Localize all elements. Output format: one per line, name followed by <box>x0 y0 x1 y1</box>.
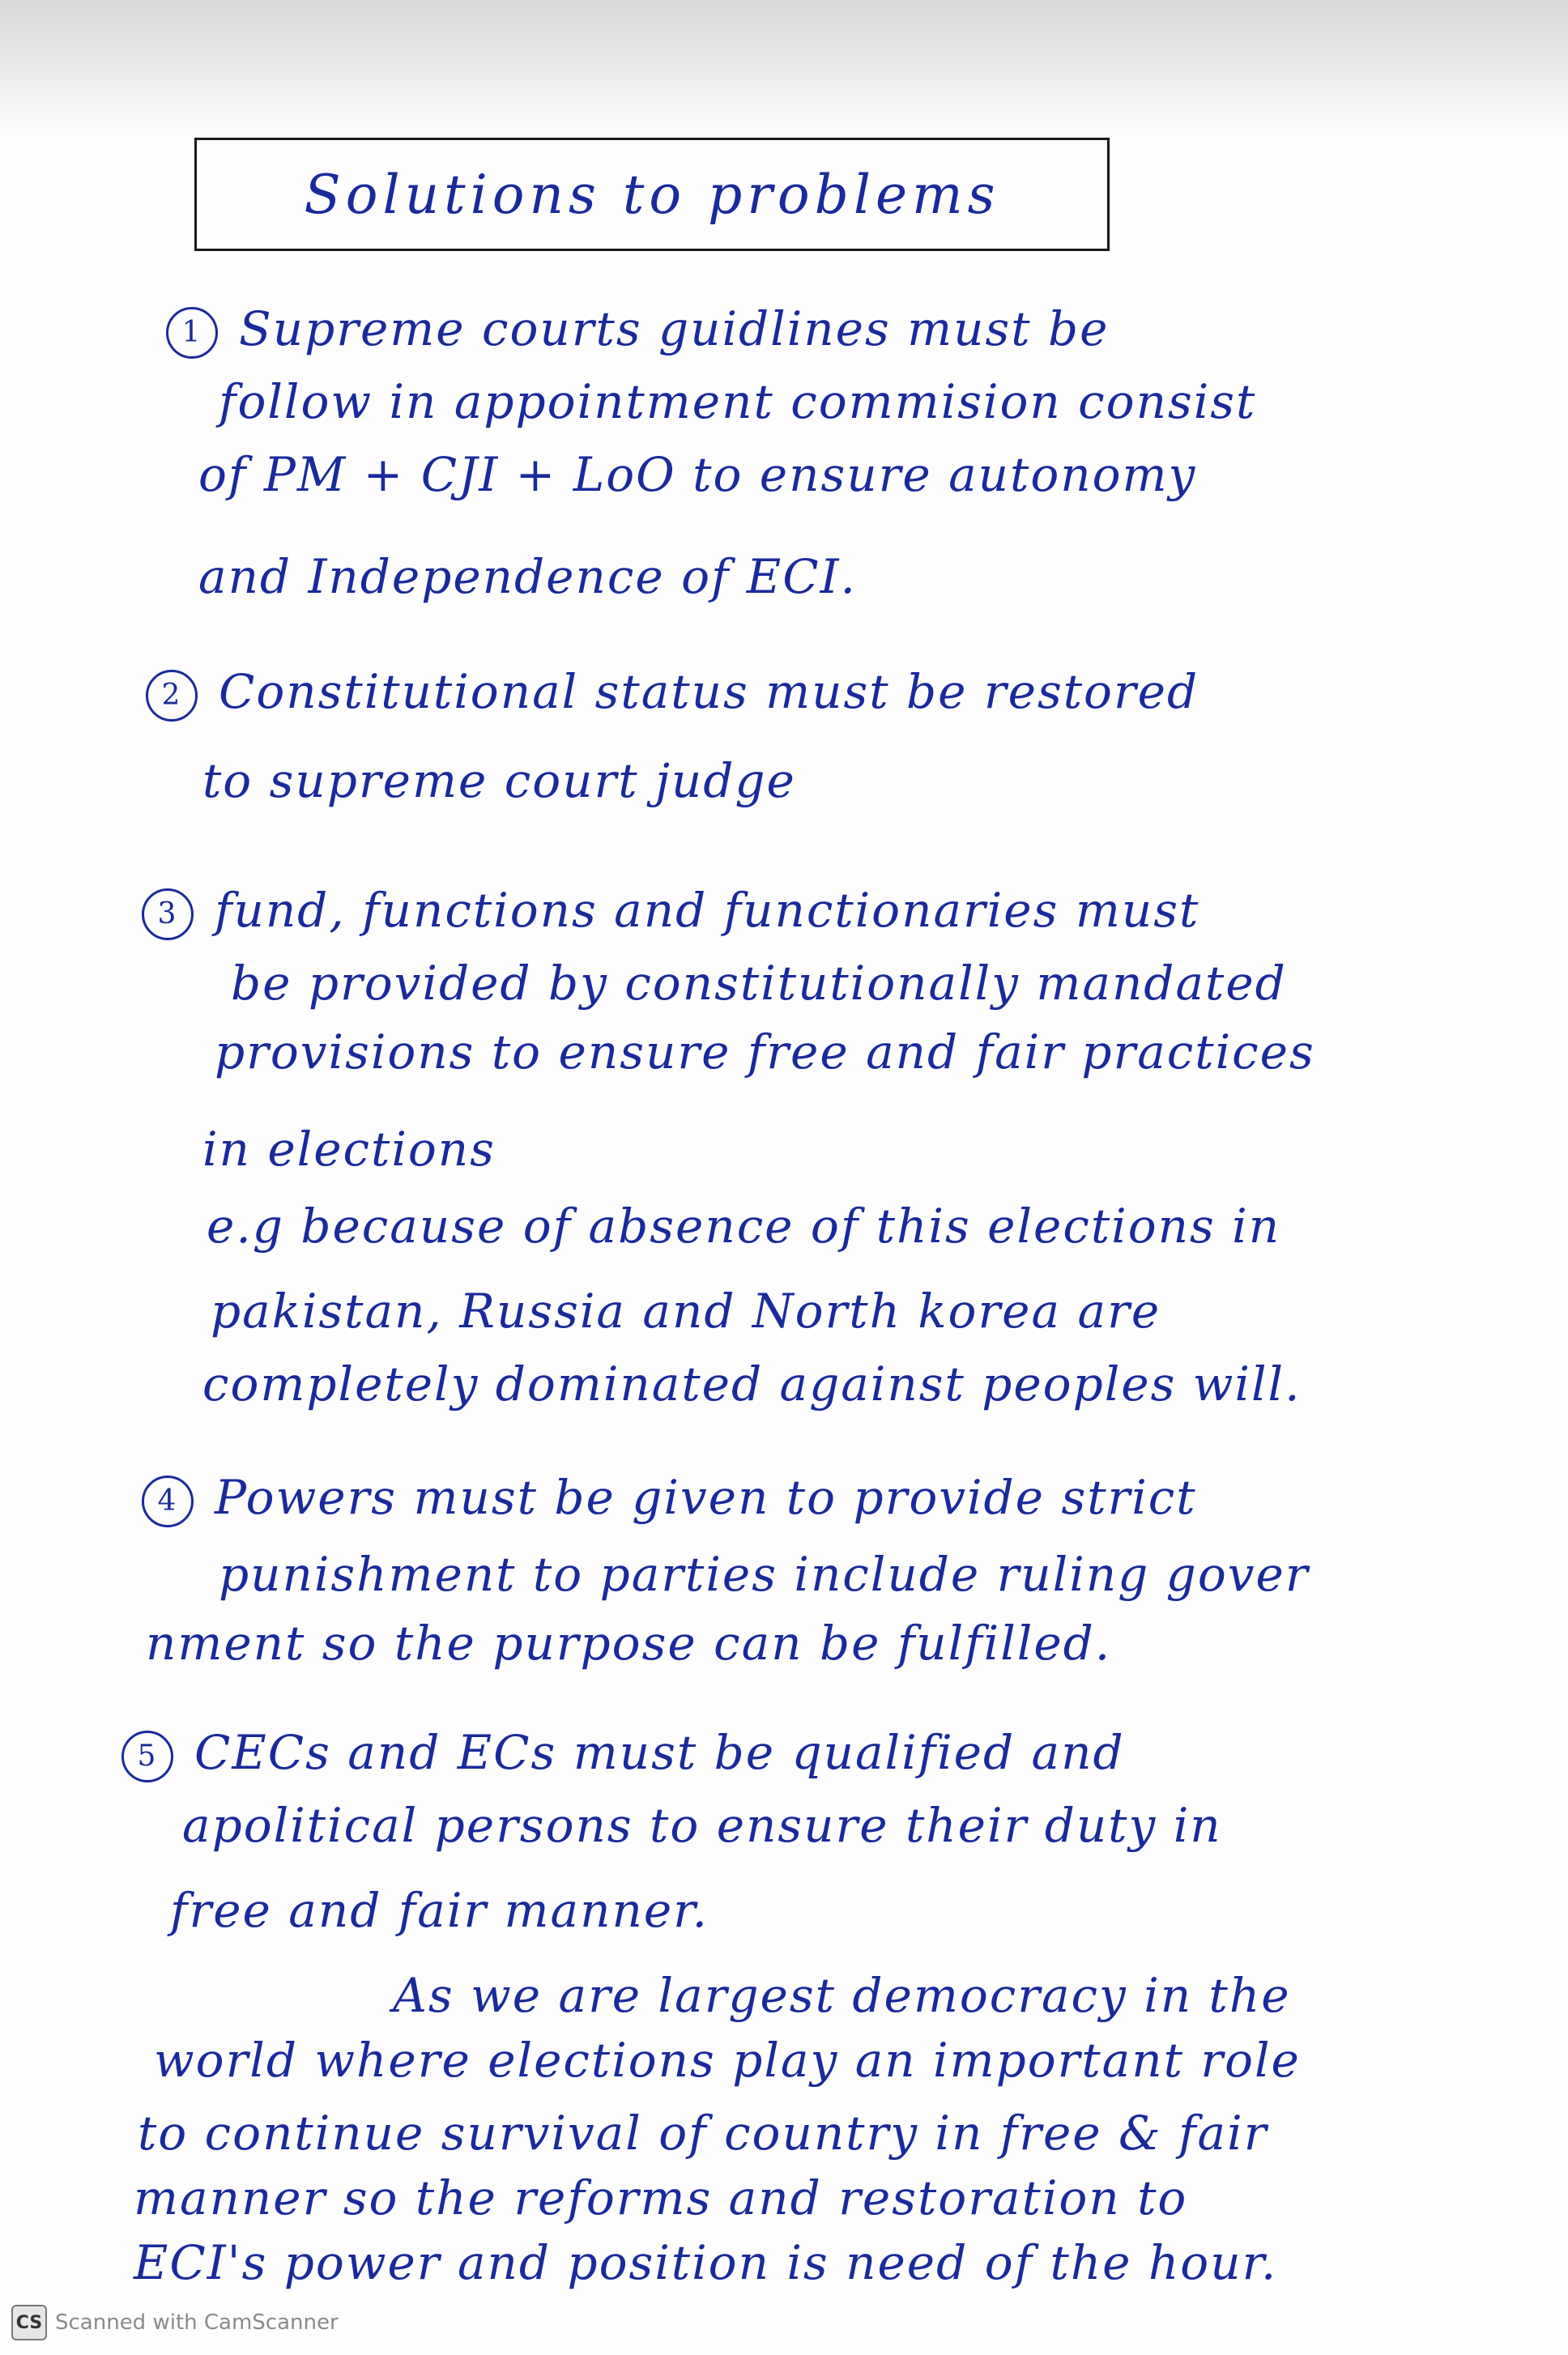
point-4-line-1: 4 Powers must be given to provide strict <box>142 1470 1197 1527</box>
point-4-line-2: punishment to parties include ruling gover <box>219 1547 1310 1602</box>
point-5-line-3: free and fair manner. <box>170 1883 709 1938</box>
camscanner-watermark <box>11 2305 339 2340</box>
point-3-line-2: be provided by constitutionally mandated <box>231 956 1287 1011</box>
point-4-line-3: nment so the purpose can be fulfilled. <box>146 1616 1112 1671</box>
point-2-line-1: 2 Constitutional status must be restored <box>146 664 1199 722</box>
point-3-line-4: in elections <box>202 1122 496 1177</box>
point-4-number: 4 <box>142 1476 194 1527</box>
point-3-number: 3 <box>142 888 194 940</box>
example-line-2: pakistan, Russia and North korea are <box>211 1284 1161 1339</box>
conclusion-line-4: manner so the reforms and restoration to <box>134 2170 1188 2225</box>
point-1-number: 1 <box>166 307 218 359</box>
point-1-line-4: and Independence of ECI. <box>198 549 857 604</box>
example-line-1: e.g because of absence of this elections in <box>207 1199 1281 1254</box>
point-5-number: 5 <box>121 1731 173 1782</box>
camscanner-logo-icon: CS <box>11 2305 47 2340</box>
point-3-line-1: 3 fund, functions and functionaries must <box>142 883 1199 940</box>
watermark-text: Scanned with CamScanner <box>55 2310 339 2335</box>
point-2-line-2: to supreme court judge <box>202 753 796 808</box>
conclusion-line-2: world where elections play an important role <box>154 2033 1301 2088</box>
point-1-line-1: 1 Supreme courts guidlines must be <box>166 301 1109 359</box>
point-1-line-3: of PM + CJI + LoO to ensure autonomy <box>198 447 1197 502</box>
title-box <box>194 138 1110 251</box>
point-5-line-2: apolitical persons to ensure their duty in <box>182 1798 1222 1853</box>
point-1-line-2: follow in appointment commision consist <box>219 374 1257 429</box>
conclusion-line-3: to continue survival of country in free & fair <box>138 2106 1268 2161</box>
conclusion-line-5: ECI's power and position is need of the hour. <box>134 2235 1278 2290</box>
point-5-line-1: 5 CECs and ECs must be qualified and <box>121 1725 1125 1782</box>
conclusion-line-1: As we are largest democracy in the <box>393 1968 1291 2023</box>
point-2-number: 2 <box>146 670 198 722</box>
page-title: Solutions to problems <box>304 163 1000 226</box>
point-3-line-3: provisions to ensure free and fair practices <box>215 1024 1315 1080</box>
example-line-3: completely dominated against peoples will. <box>202 1356 1302 1412</box>
